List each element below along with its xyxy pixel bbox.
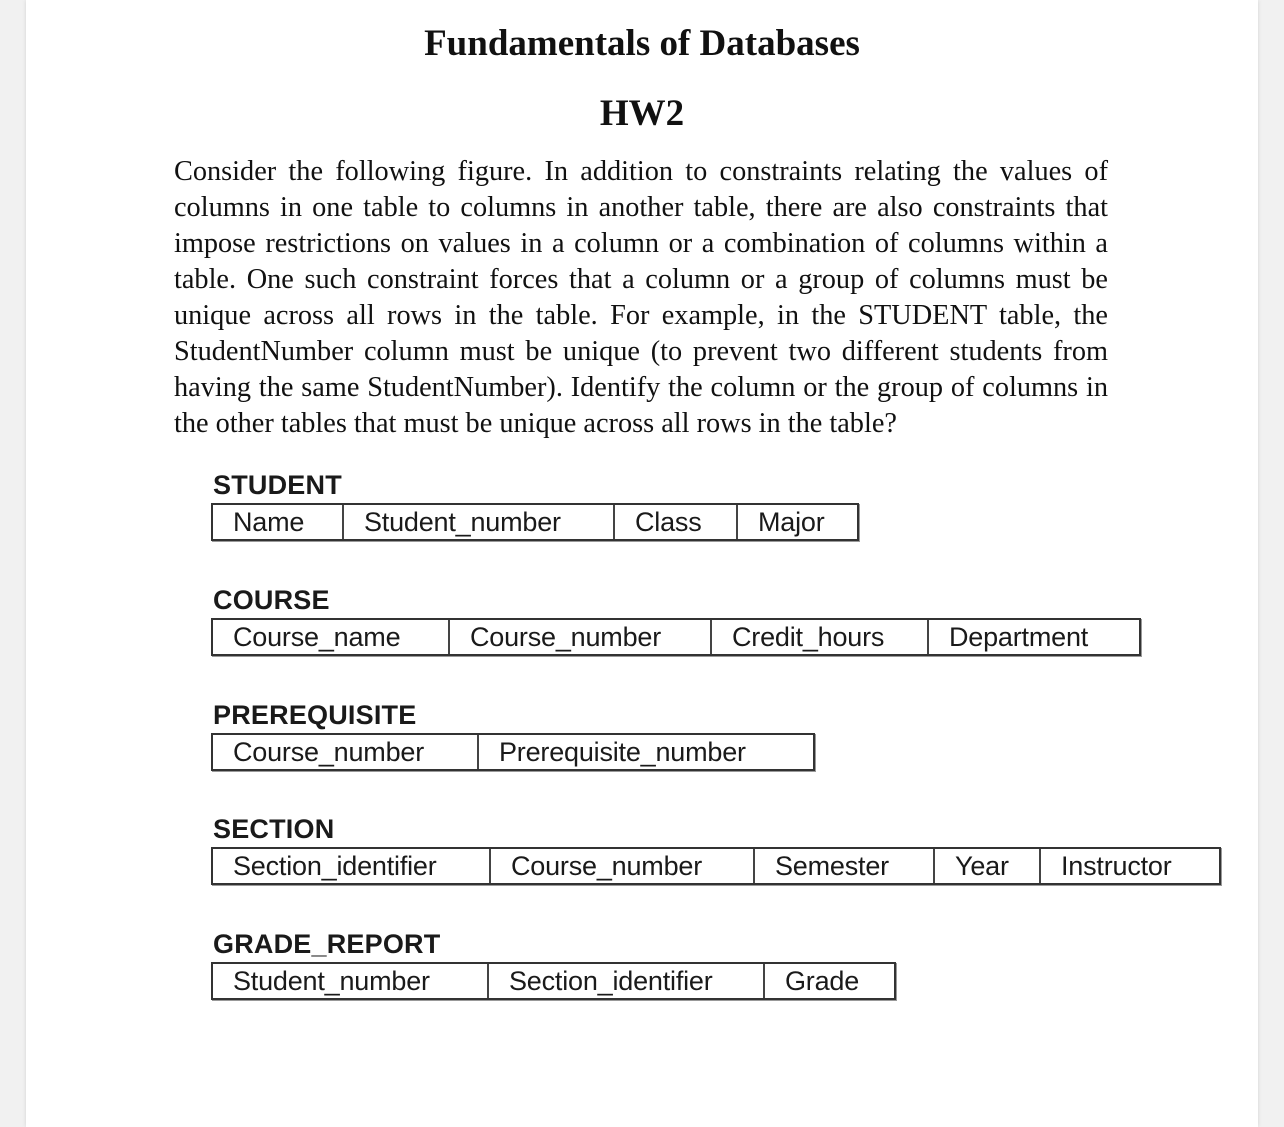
relation-name: GRADE_REPORT [213, 929, 441, 959]
attribute-cell: Student_number [233, 966, 430, 996]
relation-name: PREREQUISITE [213, 700, 417, 730]
relation-name: STUDENT [213, 470, 342, 500]
relation-name: COURSE [213, 585, 330, 615]
document-subtitle: HW2 [599, 93, 685, 134]
question-text: Consider the following figure. In addition to constraints relating the values of columns in one table to columns in another table, there are also constraints that impose restrictions on values in a column or a combination of columns within a table. One such constraint forces that a column or a group of columns must be unique across all rows in the table. For example, in the STUDENT table, the StudentNumber column must be unique (to prevent two different students from having the same StudentNumber). Identify the column or the group of columns in the other tables that must be unique across all rows in the table? [174, 156, 1108, 439]
relation-prerequisite [211, 700, 815, 771]
attribute-row [211, 618, 1141, 656]
attribute-row [211, 733, 815, 771]
attribute-cell: Semester [753, 849, 933, 883]
attribute-cell: Year [933, 849, 1039, 883]
attribute-cell: Credit_hours [710, 620, 927, 654]
attribute-row [211, 962, 896, 1000]
attribute-cell: Instructor [1039, 849, 1219, 883]
attribute-cell: Department [927, 620, 1139, 654]
attribute-cell: Prerequisite_number [477, 735, 813, 769]
attribute-cell: Grade [763, 964, 894, 998]
relation-course [211, 585, 1141, 656]
document-title: Fundamentals of Databases [424, 23, 860, 64]
relation-section [211, 814, 1221, 885]
attribute-cell: Course_number [448, 620, 710, 654]
attribute-row [211, 847, 1221, 885]
attribute-cell: Section_identifier [487, 964, 763, 998]
document-page [26, 0, 1258, 1127]
relation-name: SECTION [213, 814, 335, 844]
attribute-cell: Course_number [489, 849, 753, 883]
relation-student [211, 470, 859, 541]
attribute-cell: Class [613, 505, 736, 539]
attribute-cell: Name [233, 507, 305, 537]
attribute-cell: Course_name [233, 622, 401, 652]
attribute-cell: Major [736, 505, 857, 539]
attribute-row [211, 503, 859, 541]
attribute-cell: Course_number [233, 737, 425, 767]
attribute-cell: Student_number [342, 505, 613, 539]
relation-grade-report [211, 929, 896, 1000]
attribute-cell: Section_identifier [233, 851, 437, 881]
